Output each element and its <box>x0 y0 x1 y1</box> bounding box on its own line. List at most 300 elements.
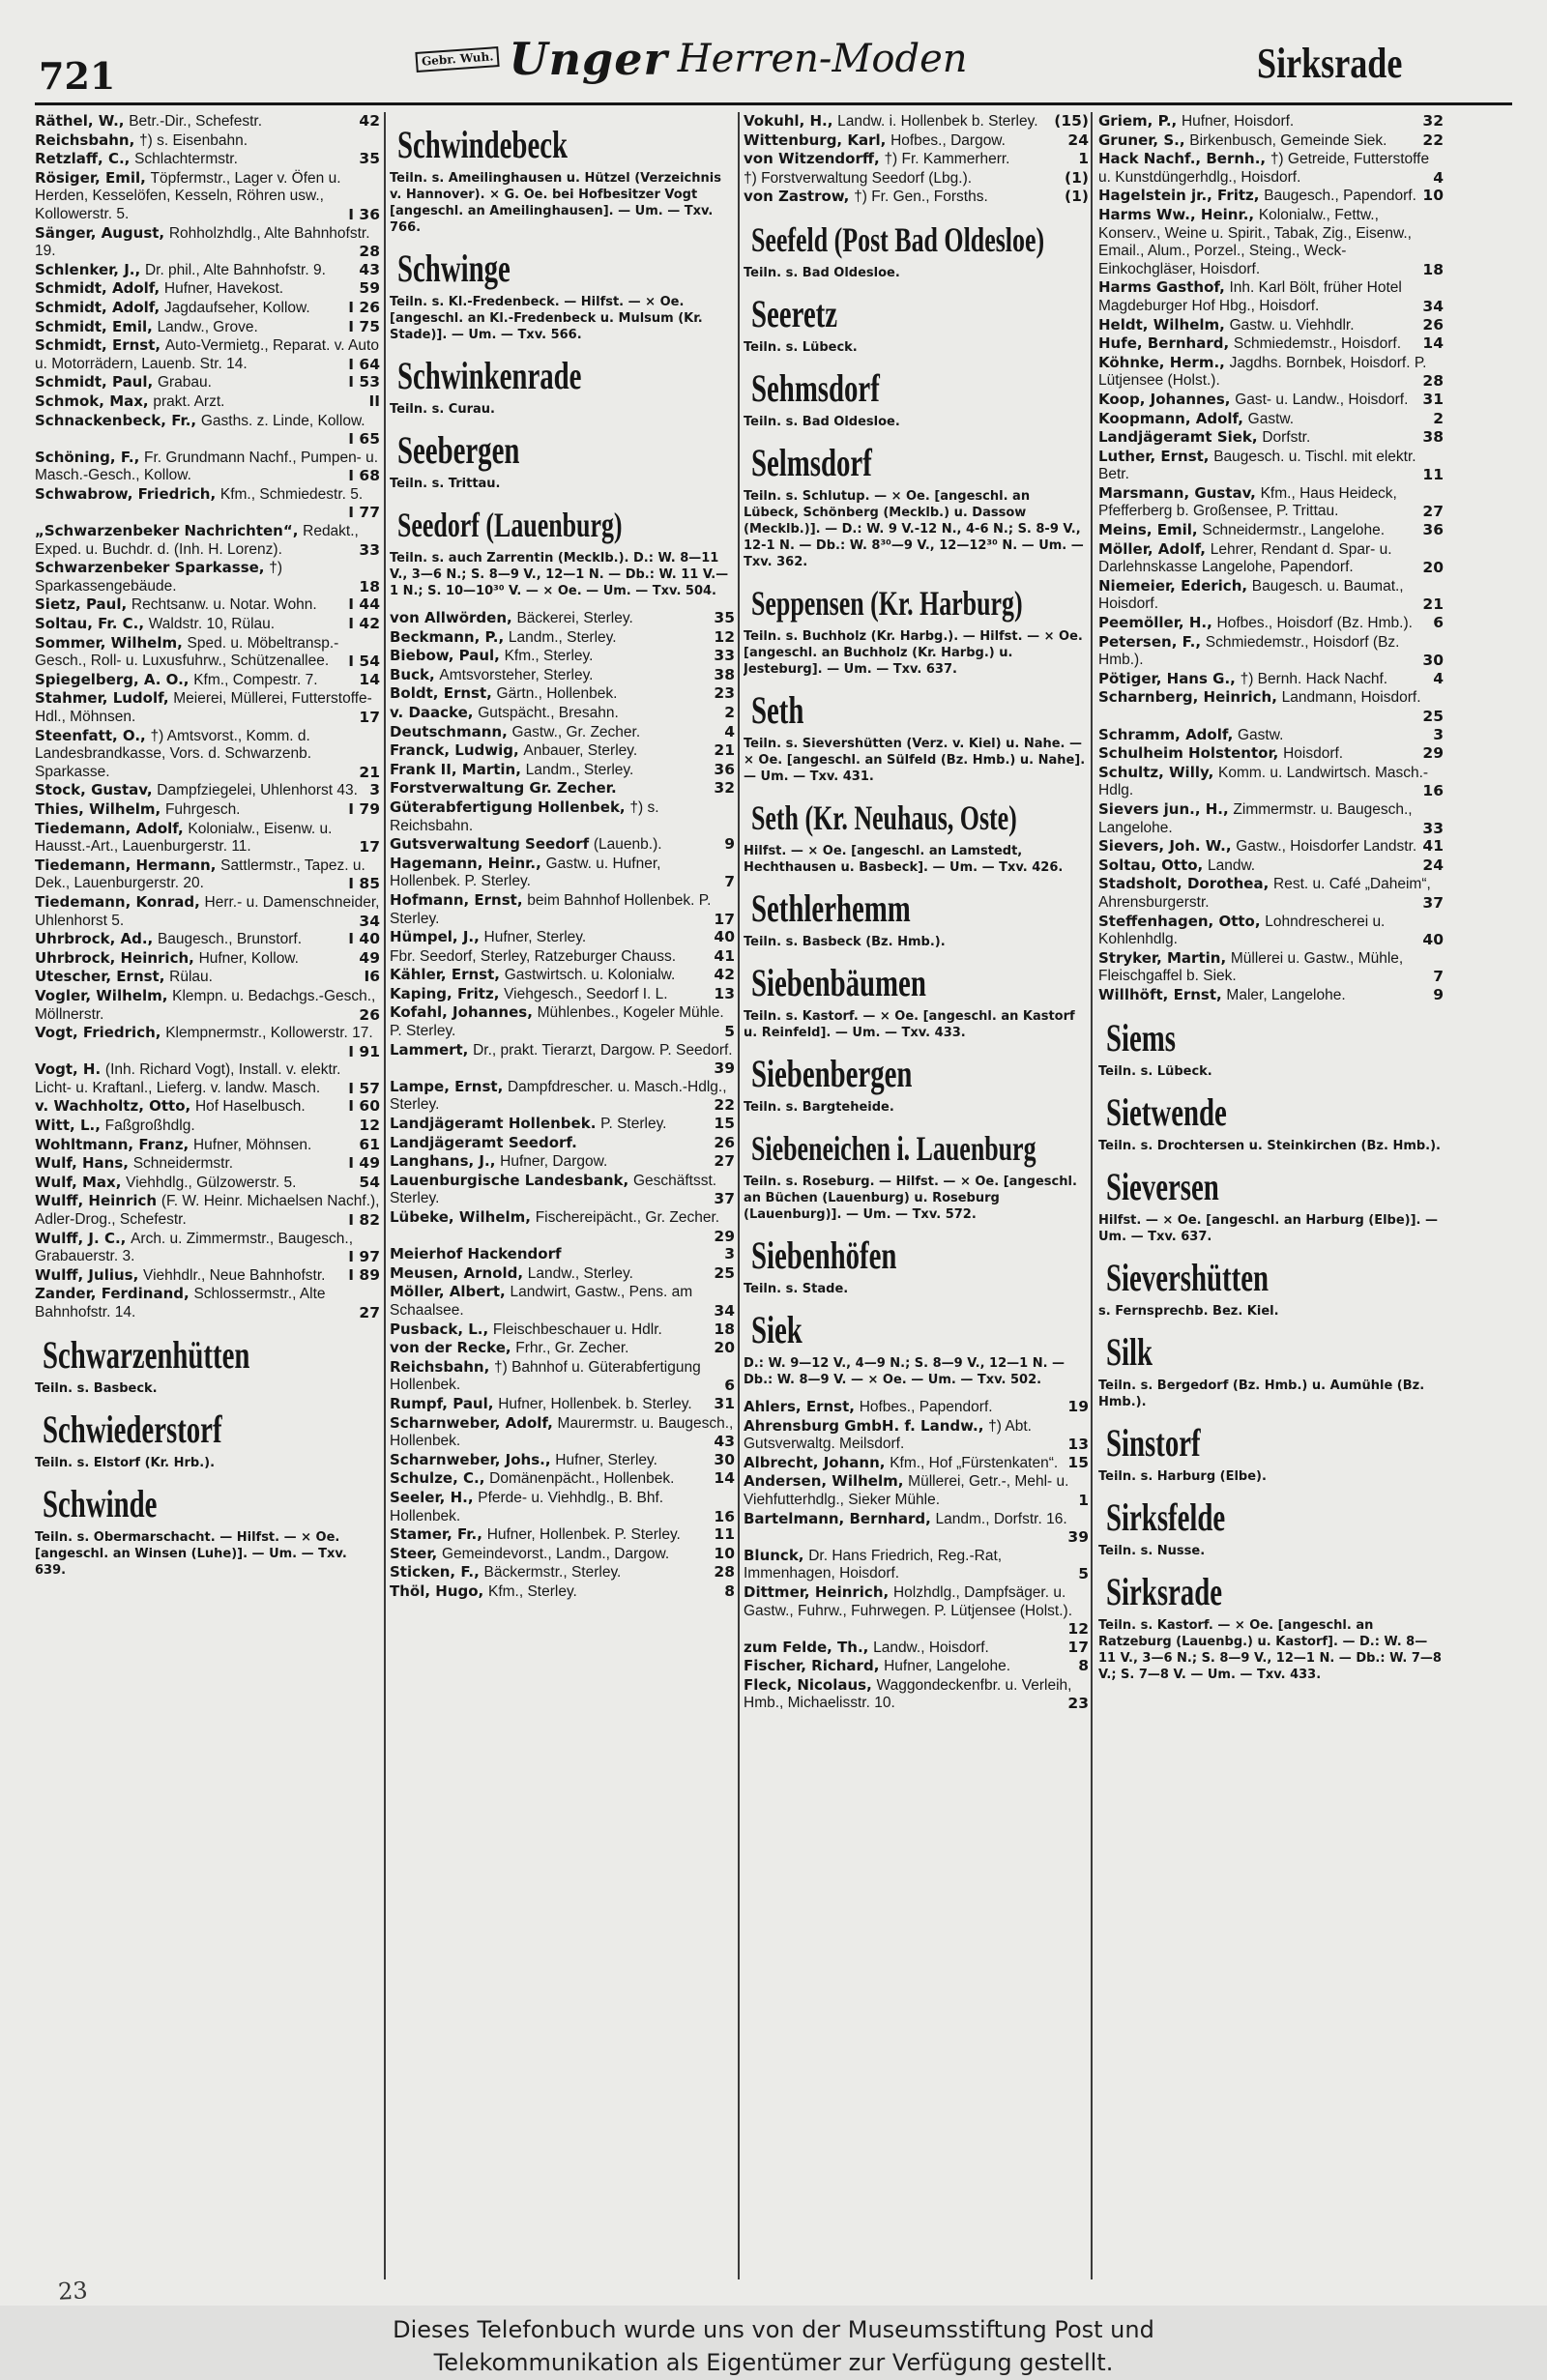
phone-number: 23 <box>714 684 735 703</box>
subscriber-name: Sievers, Joh. W., <box>1098 837 1232 856</box>
listing-entry <box>35 392 380 412</box>
place-heading: Sievershütten <box>1106 1255 1269 1299</box>
place-heading: Seebergen <box>397 428 520 472</box>
listing-entry <box>1098 726 1444 745</box>
subscriber-details: †) Bernh. Hack Nachf. <box>1240 670 1388 687</box>
listing-entry <box>35 261 380 280</box>
phone-number: 18 <box>714 1320 735 1338</box>
subscriber-name: Steenfatt, O., <box>35 726 146 744</box>
subscriber-name: Reichsbahn, <box>35 131 135 149</box>
page-number: 721 <box>39 54 116 98</box>
subscriber-name: Kofahl, Johannes, <box>390 1003 533 1022</box>
subscriber-name: Soltau, Fr. C., <box>35 615 145 633</box>
subscriber-details: Herr.- u. Damenschneider, Uhlenhorst 5. <box>35 893 380 929</box>
subscriber-details: Arch. u. Zimmermstr., Baugesch., Grabauerstr. 3. <box>35 1230 354 1265</box>
phone-number: I 57 <box>348 1079 380 1097</box>
subscriber-name: Zander, Ferdinand, <box>35 1285 190 1303</box>
place-heading: Schwarzenhütten <box>43 1332 250 1377</box>
place-note: Teiln. s. auch Zarrentin (Mecklb.). D.: W. 8—11 V., 3—6 N.; S. 8—9 V., 12—1 N. — Db.: W. 11 V.—1 N.; S. 10—10³⁰ V. — × Oe. — Um. — Txv. 504. <box>390 551 729 598</box>
place-heading: Siebeneichen i. Lauenburg <box>751 1128 1036 1168</box>
place-note: Teiln. s. Stade. <box>744 1281 849 1296</box>
subscriber-name: Harms Ww., Heinr., <box>1098 205 1255 223</box>
subscriber-details: Waldstr. 10, Rülau. <box>148 616 276 633</box>
subscriber-name: Tiedemann, Adolf, <box>35 819 184 837</box>
phone-number: 41 <box>1422 837 1444 856</box>
subscriber-name: Wittenburg, Karl, <box>744 131 887 149</box>
phone-number: 21 <box>1422 595 1444 614</box>
phone-number: I 53 <box>348 373 380 392</box>
subscriber-name: Franck, Ludwig, <box>390 741 519 760</box>
subscriber-name: Reichsbahn, <box>390 1357 490 1376</box>
place-heading: Schwinge <box>397 247 511 290</box>
subscriber-name: Ahlers, Ernst, <box>744 1397 855 1415</box>
phone-number: 39 <box>1067 1528 1089 1547</box>
phone-number: 27 <box>714 1152 735 1171</box>
subscriber-name: Scharnweber, Adolf, <box>390 1413 553 1432</box>
listing-entry <box>390 1395 735 1414</box>
phone-number: 27 <box>1422 503 1444 521</box>
phone-number: I 64 <box>348 355 380 373</box>
phone-number: I 75 <box>348 317 380 335</box>
subscriber-name: Hofmann, Ernst, <box>390 890 523 909</box>
listing-entry <box>744 1547 1089 1583</box>
listing-entry <box>35 634 380 671</box>
phone-number: I 68 <box>348 467 380 485</box>
place-heading: Schwindebeck <box>397 123 569 166</box>
place-note: s. Fernsprechb. Bez. Kiel. <box>1098 1303 1279 1319</box>
phone-number: 26 <box>714 1133 735 1151</box>
phone-number: 30 <box>714 1450 735 1468</box>
listing-entry <box>35 485 380 522</box>
listing-entry <box>390 1134 735 1153</box>
column-3 <box>744 112 1089 2279</box>
subscriber-details: Rest. u. Café „Daheim“, Ahrensburgerstr. <box>1098 876 1431 911</box>
phone-number: I 65 <box>348 430 380 449</box>
listing-entry <box>744 1639 1089 1658</box>
subscriber-details: Fbr. Seedorf, Sterley, Ratzeburger Chauss. <box>390 947 677 965</box>
subscriber-details: †) Forstverwaltung Seedorf (Lbg.). <box>744 169 973 187</box>
phone-number: 18 <box>1422 260 1444 278</box>
subscriber-name: Petersen, F., <box>1098 632 1202 651</box>
subscriber-details: Bäckerei, Sterley. <box>516 610 633 626</box>
subscriber-name: v. Daacke, <box>390 703 474 721</box>
listing-entry <box>35 1024 380 1060</box>
listing-entry <box>390 835 735 855</box>
subscriber-name: Albrecht, Johann, <box>744 1453 886 1471</box>
subscriber-name: Rumpf, Paul, <box>390 1394 494 1412</box>
subscriber-details: Hofbes., Papendorf. <box>859 1398 993 1415</box>
listing-entry <box>1098 150 1444 187</box>
subscriber-name: Schmidt, Paul, <box>35 373 154 392</box>
listing-entry <box>35 968 380 987</box>
phone-number: 24 <box>1067 131 1089 149</box>
footer-line-2: Telekommunikation als Eigentümer zur Verfügung gestellt. <box>433 2349 1114 2376</box>
subscriber-details: prakt. Arzt. <box>153 392 225 410</box>
place-note: Teiln. s. Drochtersen u. Steinkirchen (Bz. Hmb.). <box>1098 1138 1441 1153</box>
subscriber-name: Langhans, J., <box>390 1152 496 1171</box>
phone-number: 42 <box>359 112 380 130</box>
listing-entry <box>390 1563 735 1582</box>
subscriber-name: Schultz, Willy, <box>1098 763 1214 781</box>
listing-entry <box>1098 540 1444 577</box>
phone-number: 17 <box>714 910 735 928</box>
phone-number: I 40 <box>348 930 380 948</box>
subscriber-name: Marsmann, Gustav, <box>1098 483 1256 502</box>
place-note: Teiln. s. Bad Oldesloe. <box>744 265 900 280</box>
place-note: Teiln. s. Kastorf. — × Oe. [angeschl. an Kastorf u. Reinfeld]. — Um. — Txv. 433. <box>744 1008 1075 1040</box>
phone-number: 4 <box>1433 168 1444 187</box>
subscriber-name: Gruner, S., <box>1098 131 1185 149</box>
subscriber-details: beim Bahnhof Hollenbek. P. Sterley. <box>390 891 712 927</box>
place-note: Teiln. s. Trittau. <box>390 477 501 491</box>
phone-number: 26 <box>359 1005 380 1024</box>
subscriber-details: Bäckermstr., Sterley. <box>483 1564 622 1582</box>
phone-number: 16 <box>714 1507 735 1525</box>
column-divider <box>738 112 740 2279</box>
subscriber-name: Soltau, Otto, <box>1098 856 1204 874</box>
listing-entry <box>35 820 380 856</box>
listing-entry <box>1098 391 1444 410</box>
subscriber-name: Wulff, J. C., <box>35 1229 127 1247</box>
listing-entry <box>35 279 380 299</box>
listing-entry <box>390 1339 735 1358</box>
phone-number: 10 <box>1422 187 1444 205</box>
subscriber-details: Geschäftsst. Sterley. <box>390 1172 717 1207</box>
subscriber-name: Sänger, August, <box>35 223 165 242</box>
phone-number: I 97 <box>348 1248 380 1266</box>
phone-number: 8 <box>1078 1657 1089 1675</box>
subscriber-details: Rechtsanw. u. Notar. Wohn. <box>131 596 317 614</box>
subscriber-details: Dr. phil., Alte Bahnhofstr. 9. <box>144 261 326 278</box>
listing-entry <box>390 947 735 967</box>
listing-entry <box>390 647 735 666</box>
subscriber-name: Güterabfertigung Hollenbek, <box>390 798 626 816</box>
subscriber-name: Tiedemann, Konrad, <box>35 892 200 911</box>
phone-number: 14 <box>714 1469 735 1488</box>
subscriber-details: Landw. <box>1207 856 1256 874</box>
subscriber-details: Gastw. <box>1238 726 1284 743</box>
listing-entry <box>744 1417 1089 1454</box>
subscriber-name: Meierhof Hackendorf <box>390 1245 562 1263</box>
phone-number: 1 <box>1078 150 1089 168</box>
phone-number: 22 <box>714 1096 735 1115</box>
column-divider <box>1091 112 1093 2279</box>
subscriber-details: Gastw., Hoisdorfer Landstr. <box>1236 838 1417 856</box>
subscriber-details: Schneidermstr., Langelohe. <box>1202 522 1386 539</box>
subscriber-name: Scharnberg, Heinrich, <box>1098 688 1277 707</box>
phone-number: 17 <box>1067 1638 1089 1656</box>
subscriber-name: Sievers jun., H., <box>1098 799 1229 818</box>
place-heading: Seeretz <box>751 291 838 335</box>
subscriber-details: †) Amtsvorst., Komm. d. Landesbrandkasse, Vors. d. Schwarzenb. Sparkasse. <box>35 727 312 780</box>
listing-entry <box>35 1117 380 1136</box>
listing-entry <box>390 1264 735 1284</box>
subscriber-name: von der Recke, <box>390 1339 511 1357</box>
phone-number: 7 <box>724 873 735 891</box>
phone-number: 38 <box>714 665 735 683</box>
phone-number: 22 <box>1422 131 1444 149</box>
subscriber-details: Birkenbusch, Gemeinde Siek. <box>1189 131 1387 149</box>
subscriber-name: Andersen, Wilhelm, <box>744 1472 904 1491</box>
subscriber-details: Gastw., Gr. Zecher. <box>511 723 641 740</box>
listing-entry <box>35 169 380 224</box>
listing-entry <box>390 609 735 628</box>
phone-number: 36 <box>1422 521 1444 539</box>
place-heading: Sirksfelde <box>1106 1495 1226 1539</box>
subscriber-name: Schöning, F., <box>35 448 140 466</box>
subscriber-name: Frank II, Martin, <box>390 760 521 778</box>
listing-entry <box>744 131 1089 151</box>
phone-number: 54 <box>359 1173 380 1191</box>
subscriber-name: Schramm, Adolf, <box>1098 725 1234 743</box>
phone-number: 34 <box>359 912 380 930</box>
subscriber-details: Zimmermstr. u. Baugesch., Langelohe. <box>1098 800 1413 836</box>
subscriber-details: Hufner, Havekost. <box>163 280 284 298</box>
listing-entry <box>35 150 380 169</box>
listing-entry <box>1098 410 1444 429</box>
listing-entry <box>1098 354 1444 391</box>
subscriber-details: Gastw. <box>1247 410 1295 427</box>
listing-entry <box>35 1266 380 1286</box>
subscriber-details: Hoisdorf. <box>1283 745 1344 763</box>
phone-number: 13 <box>714 984 735 1002</box>
subscriber-details: (F. W. Heinr. Michaelsen Nachf.), Adler-Drog., Schefestr. <box>35 1193 380 1229</box>
subscriber-details: Hufner, Sterley. <box>483 929 587 946</box>
subscriber-name: Hagelstein jr., Fritz, <box>1098 187 1260 205</box>
listing-entry <box>744 188 1089 207</box>
phone-number: 19 <box>1067 1397 1089 1415</box>
phone-number: 24 <box>1422 856 1444 874</box>
subscriber-name: Stamer, Fr., <box>390 1525 482 1544</box>
subscriber-details: Hufner, Dargow. <box>500 1153 608 1171</box>
subscriber-details: Kolonialw., Eisenw. u. Hausst.-Art., Lauenburgerstr. 11. <box>35 820 333 856</box>
phone-number: 20 <box>1422 559 1444 577</box>
phone-number: 17 <box>359 709 380 726</box>
listing-entry <box>744 1510 1089 1547</box>
subscriber-details: Schlachtermstr. <box>134 151 238 168</box>
subscriber-details: Schlossermstr., Alte Bahnhofstr. 14. <box>35 1286 326 1321</box>
listing-entry <box>35 522 380 559</box>
place-heading: Seefeld (Post Bad Oldesloe) <box>751 219 1045 259</box>
phone-number: 25 <box>714 1263 735 1282</box>
phone-number: 7 <box>1433 968 1444 986</box>
phone-number: 59 <box>359 279 380 298</box>
listing-entry <box>744 1583 1089 1639</box>
subscriber-name: von Allwörden, <box>390 609 512 626</box>
subscriber-details: Töpfermstr., Lager v. Öfen u. Herden, Kesselöfen, Kesseln, Röhren usw., Kollowerstr. 5. <box>35 169 341 222</box>
phone-number: 18 <box>359 577 380 595</box>
subscriber-name: Peemöller, H., <box>1098 614 1212 632</box>
subscriber-details: Gast- u. Landw., Hoisdorf. <box>1235 391 1409 408</box>
listing-entry <box>390 891 735 928</box>
place-note: Teiln. s. Obermarschacht. — Hilfst. — × Oe. [angeschl. an Winsen (Luhe)]. — Um. — Txv. 639. <box>35 1529 347 1578</box>
subscriber-name: Fleck, Nicolaus, <box>744 1675 872 1694</box>
listing-entry <box>390 1115 735 1134</box>
subscriber-name: Räthel, W., <box>35 112 125 130</box>
subscriber-details: Hofbes., Hoisdorf (Bz. Hmb.). <box>1216 615 1413 632</box>
place-note: Teiln. s. Lübeck. <box>1098 1063 1212 1079</box>
listing-entry <box>390 761 735 780</box>
advertisement-banner <box>416 29 1035 89</box>
subscriber-name: zum Felde, Th., <box>744 1638 869 1656</box>
subscriber-details: Dorfstr. <box>1262 429 1311 447</box>
listing-entry <box>1098 875 1444 912</box>
listing-entry <box>1098 577 1444 614</box>
subscriber-details: Holzhdlg., Dampfsäger. u. Gastw., Fuhrw., Fuhrwegen. P. Lütjensee (Holst.). <box>744 1583 1073 1619</box>
phone-number: 9 <box>724 835 735 854</box>
subscriber-details: (Lauenb.). <box>593 836 662 854</box>
place-note: Teiln. s. Bargteheide. <box>744 1099 894 1115</box>
listing-entry <box>35 781 380 800</box>
listing-entry <box>390 1525 735 1545</box>
phone-number: 39 <box>714 1059 735 1078</box>
subscriber-details: †) Abt. Gutsverwaltg. Meilsdorf. <box>744 1417 1032 1453</box>
subscriber-details: Komm. u. Landwirtsch. Masch.-Hdlg. <box>1098 764 1429 799</box>
subscriber-name: Lampe, Ernst, <box>390 1077 504 1095</box>
phone-number: 4 <box>1433 669 1444 687</box>
subscriber-details: Landm., Sterley. <box>525 761 634 778</box>
subscriber-details: Jagdaufseher, Kollow. <box>163 299 310 316</box>
subscriber-name: Köhnke, Herm., <box>1098 353 1225 371</box>
subscriber-details: Schmiedemstr., Hoisdorf. <box>1233 335 1402 353</box>
phone-number: (1) <box>1065 168 1089 187</box>
subscriber-details: P. Sterley. <box>600 1116 667 1133</box>
subscriber-name: „Schwarzenbeker Nachrichten“, <box>35 522 299 540</box>
subscriber-name: Fischer, Richard, <box>744 1657 880 1675</box>
subscriber-details: Dampfdrescher. u. Masch.-Hdlg., Sterley. <box>390 1078 727 1114</box>
place-heading: Selmsdorf <box>751 440 872 484</box>
subscriber-details: Hof Haselbusch. <box>194 1098 306 1116</box>
phone-number: 42 <box>714 966 735 984</box>
phone-number: 23 <box>1067 1695 1089 1713</box>
phone-number: 43 <box>714 1433 735 1451</box>
listing-entry <box>1098 206 1444 278</box>
subscriber-details: Inh. Karl Bölt, früher Hotel Magdeburger Hof Hbg., Hoisdorf. <box>1098 279 1402 314</box>
subscriber-name: Vogler, Wilhelm, <box>35 986 168 1004</box>
phone-number: 12 <box>1067 1620 1089 1639</box>
listing-entry <box>35 336 380 373</box>
subscriber-name: Heldt, Wilhelm, <box>1098 315 1225 334</box>
listing-entry <box>35 1192 380 1229</box>
phone-number: 33 <box>714 647 735 665</box>
listing-entry <box>35 224 380 261</box>
subscriber-details: Amtsvorsteher, Sterley. <box>439 666 594 683</box>
banner-subtitle: Herren-Moden <box>677 37 968 81</box>
subscriber-details: Hufner, Sterley. <box>555 1451 657 1468</box>
subscriber-details: Baugesch., Papendorf. <box>1264 188 1416 205</box>
subscriber-name: Steer, <box>390 1544 438 1562</box>
place-heading: Seedorf (Lauenburg) <box>397 506 623 544</box>
phone-number: 35 <box>359 150 380 168</box>
place-heading: Sieversen <box>1106 1164 1219 1208</box>
listing-entry <box>35 671 380 690</box>
place-note: Hilfst. — × Oe. [angeschl. an Harburg (Elbe)]. — Um. — Txv. 637. <box>1098 1212 1439 1244</box>
subscriber-details: Gärtn., Hollenbek. <box>496 685 618 703</box>
subscriber-name: Stryker, Martin, <box>1098 948 1227 967</box>
subscriber-details: Hufner, Hollenbek. b. Sterley. <box>498 1395 692 1412</box>
subscriber-details: Domänenpächt., Hollenbek. <box>489 1470 675 1488</box>
subscriber-name: Schulheim Holstentor, <box>1098 744 1279 763</box>
running-head: Sirksrade <box>1257 40 1403 87</box>
listing-entry <box>390 1152 735 1172</box>
subscriber-name: Schmok, Max, <box>35 392 149 410</box>
listing-entry <box>35 112 380 131</box>
listing-entry <box>35 131 380 151</box>
phone-number: II <box>368 392 380 410</box>
listing-entry <box>35 449 380 485</box>
place-heading: Sietwende <box>1106 1089 1227 1134</box>
listing-entry <box>390 1041 735 1078</box>
listing-entry <box>35 1154 380 1174</box>
place-note: Teiln. s. Sievershütten (Verz. v. Kiel) u. Nahe. — × Oe. [angeschl. an Sülfeld (Bz. Hmb.) u. Nahe]. — Um. — Txv. 431. <box>744 736 1086 784</box>
subscriber-name: Sietz, Paul, <box>35 595 128 614</box>
subscriber-details: Lohndrescherei u. Kohlenhdlg. <box>1098 913 1386 948</box>
phone-number: 32 <box>714 779 735 798</box>
subscriber-name: Möller, Albert, <box>390 1283 506 1301</box>
phone-number: 28 <box>714 1563 735 1582</box>
listing-entry <box>35 1230 380 1266</box>
subscriber-details: Landw., Sterley. <box>527 1264 633 1282</box>
listing-entry <box>35 689 380 726</box>
subscriber-details: Dampfziegelei, Uhlenhorst 43. <box>157 782 358 799</box>
subscriber-name: Stock, Gustav, <box>35 781 153 799</box>
phone-number: 12 <box>359 1117 380 1135</box>
listing-entry <box>390 1489 735 1525</box>
subscriber-details: Viehhdlr., Neue Bahnhofstr. <box>143 1266 326 1284</box>
place-heading: Siebenbergen <box>751 1051 913 1095</box>
phone-number: I 44 <box>348 595 380 614</box>
column-4 <box>1098 112 1444 2279</box>
listing-entry <box>35 1174 380 1193</box>
subscriber-details: Landmann, Hoisdorf. <box>1281 689 1421 707</box>
listing-entry <box>390 1582 735 1602</box>
subscriber-name: Lübeke, Wilhelm, <box>390 1208 531 1226</box>
subscriber-name: Bartelmann, Bernhard, <box>744 1509 931 1527</box>
subscriber-name: Rösiger, Emil, <box>35 168 146 187</box>
place-note: Teiln. s. Kastorf. — × Oe. [angeschl. an Ratzeburg (Lauenbg.) u. Kastorf]. — D.: W. 8—11 V., 3—6 N.; S. 8—9 V., 12—1 N. — Db.: W. 7—8 V.; S. 7—8 V. — Um. — Txv. 433. <box>1098 1617 1442 1682</box>
phone-number: I 91 <box>348 1042 380 1060</box>
place-heading: Sinstorf <box>1106 1420 1201 1465</box>
phone-number: I 89 <box>348 1265 380 1284</box>
phone-number: 61 <box>359 1135 380 1153</box>
subscriber-details: Gutspächt., Bresahn. <box>478 704 619 721</box>
listing-entry <box>1098 837 1444 856</box>
phone-number: 33 <box>1422 819 1444 837</box>
phone-number: 29 <box>714 1227 735 1245</box>
subscriber-details: Hufner, Hoisdorf. <box>1181 113 1295 130</box>
subscriber-details: Dr. Hans Friedrich, Reg.-Rat, Immenhagen, Hoisdorf. <box>744 1547 1003 1582</box>
subscriber-details: Kfm., Sterley. <box>504 648 594 665</box>
phone-number: 3 <box>1433 725 1444 743</box>
place-heading: Schwinkenrade <box>397 354 582 397</box>
place-note: Teiln. s. Curau. <box>390 402 495 417</box>
subscriber-details: Gastw. u. Hufner, Hollenbek. P. Sterley. <box>390 855 661 890</box>
subscriber-details: Müllerei u. Gastw., Mühle, Fleischgaffel b. Siek. <box>1098 949 1404 985</box>
listing-entry <box>1098 334 1444 354</box>
subscriber-details: Grabau. <box>157 374 212 392</box>
subscriber-name: von Witzendorff, <box>744 150 880 168</box>
listing-entry <box>35 800 380 820</box>
subscriber-name: Schwarzenbeker Sparkasse, <box>35 559 265 577</box>
phone-number: 29 <box>1422 744 1444 763</box>
subscriber-details: Hufner, Möhnsen. <box>192 1136 312 1153</box>
place-note: Teiln. s. Roseburg. — Hilfst. — × Oe. [angeschl. an Büchen (Lauenburg) u. Roseburg (Lauenburg)]. — Um. — Txv. 572. <box>744 1174 1077 1222</box>
place-note: D.: W. 9—12 V., 4—9 N.; S. 8—9 V., 12—1 N. — Db.: W. 8—9 V. — × Oe. — Um. — Txv. 502. <box>744 1355 1065 1387</box>
subscriber-name: Ahrensburg GmbH. f. Landw., <box>744 1416 984 1435</box>
place-heading: Sehmsdorf <box>751 365 880 410</box>
listing-entry <box>35 1060 380 1097</box>
subscriber-details: Viehgesch., Seedorf I. L. <box>504 985 668 1002</box>
